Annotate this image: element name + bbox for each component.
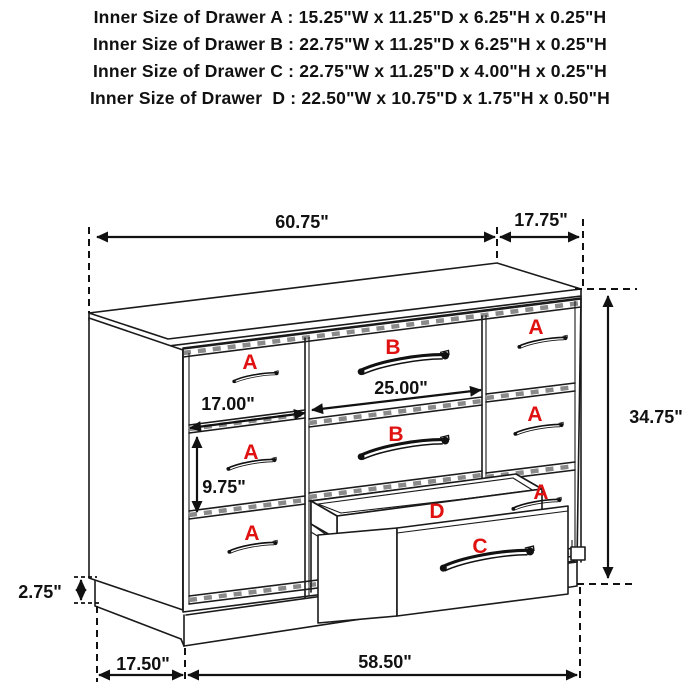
drawer-label-a-left-3: A bbox=[244, 522, 260, 545]
drawer-label-d: D bbox=[429, 500, 445, 523]
drawer-label-a-right-1: A bbox=[528, 316, 544, 339]
title-line-drawer-a: Inner Size of Drawer A : 15.25"W x 11.25"D x 6.25"H x 0.25"H bbox=[93, 7, 607, 27]
drawer-label-a-left-1: A bbox=[242, 351, 258, 374]
dimension-label-drawer-b-width: 25.00" bbox=[374, 378, 428, 398]
title-line-drawer-b: Inner Size of Drawer B : 22.75"W x 11.25"D x 6.25"H x 0.25"H bbox=[92, 34, 608, 54]
title-line-drawer-c: Inner Size of Drawer C : 22.75"W x 11.25"D x 4.00"H x 0.25"H bbox=[92, 61, 608, 81]
dimension-label-top-depth: 17.75" bbox=[514, 210, 568, 230]
drawer-label-b-2: B bbox=[388, 423, 404, 446]
title-line-drawer-d: Inner Size of Drawer D : 22.50"W x 10.75"D x 1.75"H x 0.50"H bbox=[89, 88, 611, 108]
dimension-label-base-depth: 17.50" bbox=[116, 654, 170, 674]
drawer-label-c: C bbox=[472, 535, 488, 558]
drawer-label-a-left-2: A bbox=[243, 441, 259, 464]
dimension-label-base-height: 2.75" bbox=[18, 582, 62, 602]
drawer-label-b-1: B bbox=[385, 336, 401, 359]
drawer-label-a-right-3: A bbox=[533, 481, 549, 504]
dimension-label-base-width: 58.50" bbox=[358, 652, 412, 672]
dimension-label-overall-width: 60.75" bbox=[275, 212, 329, 232]
dimension-label-overall-height: 34.75" bbox=[629, 407, 683, 427]
dimension-label-drawer-a-width: 17.00" bbox=[201, 394, 255, 414]
dimension-label-drawer-a-height: 9.75" bbox=[202, 477, 246, 497]
drawer-label-a-right-2: A bbox=[527, 403, 543, 426]
dresser-side-face bbox=[89, 318, 183, 610]
